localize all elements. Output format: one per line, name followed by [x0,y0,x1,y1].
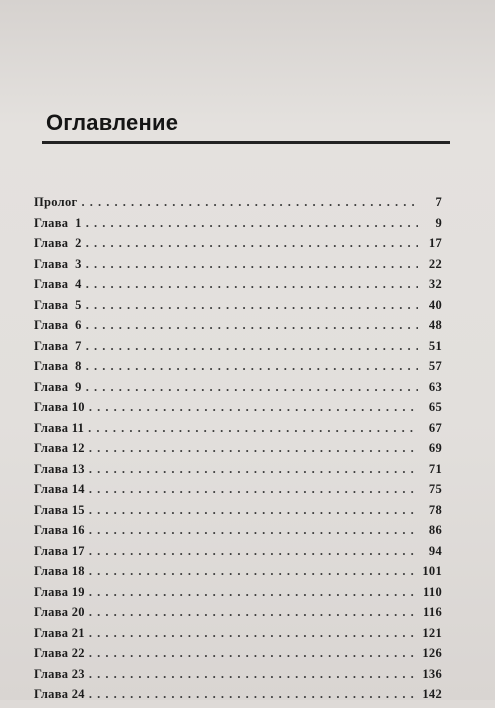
toc-entry [34,482,442,503]
toc-entry-label: Глава 15 [34,502,85,517]
toc-entry [34,195,442,216]
toc-entry [34,441,442,462]
dot-leader [89,523,418,538]
toc-entry [34,605,442,626]
toc-entry-page-number: 142 [422,687,442,701]
toc-entry [34,462,442,483]
dot-leader [82,195,419,210]
dot-leader [88,421,418,436]
toc-entry-label: Глава 10 [34,400,85,414]
title-underline [42,141,450,144]
toc-entry-label: Глава 22 [34,646,85,660]
toc-entry-page-number: 57 [428,359,442,373]
toc-entry-label: Глава 11 [34,420,85,435]
toc-entry [34,687,442,708]
toc-entry-page-number: 86 [428,523,442,537]
toc-entry-page-number: 126 [422,646,442,660]
dot-leader [86,257,418,272]
toc-entry-label: Глава 7 [34,338,82,353]
dot-leader [89,400,418,415]
toc-entry-page-number: 78 [428,502,442,517]
toc-entry-label: Глава 1 [34,215,82,230]
dot-leader [86,380,418,395]
toc-entry-page-number: 136 [422,666,442,681]
dot-leader [86,359,418,374]
toc-entry [34,277,442,298]
toc-entry-label: Глава 4 [34,277,82,291]
dot-leader [89,482,418,497]
dot-leader [89,667,418,682]
toc-entry-page-number: 121 [422,625,442,640]
toc-entry-label: Глава 17 [34,543,85,558]
toc-entry-page-number: 32 [428,277,442,291]
toc-entry-page-number: 40 [428,297,442,312]
dot-leader [89,503,418,518]
toc-entry-page-number: 9 [435,215,442,230]
toc-entry [34,646,442,667]
toc-entry-page-number: 110 [423,584,442,599]
toc-entry-page-number: 63 [428,379,442,394]
toc-entry-page-number: 94 [428,543,442,558]
toc-entry [34,585,442,606]
dot-leader [89,626,418,641]
toc-entry-page-number: 48 [428,318,442,332]
toc-entry-label: Глава 6 [34,318,82,332]
toc-entry-page-number: 7 [435,195,442,209]
dot-leader [86,318,418,333]
dot-leader [86,236,418,251]
toc-entry-label: Глава 24 [34,687,85,701]
toc-entry-label: Глава 9 [34,379,82,394]
toc-entry-label: Глава 23 [34,666,85,681]
dot-leader [89,462,418,477]
toc-entry [34,421,442,442]
toc-entry [34,503,442,524]
toc-entry-page-number: 22 [428,256,442,271]
toc-entry-label: Глава 19 [34,584,85,599]
toc-entry-label: Глава 2 [34,236,82,250]
toc-entry [34,257,442,278]
toc-entry-page-number: 71 [428,461,442,476]
toc-entry-page-number: 17 [428,236,442,250]
toc-entry-page-number: 69 [428,441,442,455]
dot-leader [86,339,418,354]
toc-entry [34,626,442,647]
toc-entry-label: Глава 14 [34,482,85,496]
toc-entry [34,667,442,688]
toc-entry [34,380,442,401]
toc-entry-label: Глава 21 [34,625,85,640]
toc-entry [34,523,442,544]
dot-leader [89,585,418,600]
toc-title: Оглавление [46,110,179,135]
toc-header [42,110,462,144]
toc-entry-label: Глава 18 [34,564,85,578]
toc-entry [34,216,442,237]
toc-entry [34,359,442,380]
toc-entry [34,400,442,421]
toc-entry [34,339,442,360]
dot-leader [89,564,418,579]
toc-entry-label: Глава 5 [34,297,82,312]
toc-entry [34,318,442,339]
toc-entry-page-number: 75 [428,482,442,496]
dot-leader [89,441,418,456]
dot-leader [89,544,418,559]
dot-leader [86,298,418,313]
dot-leader [86,216,418,231]
toc-entry [34,544,442,565]
dot-leader [86,277,418,292]
toc-entry-label: Глава 3 [34,256,82,271]
toc-entry [34,298,442,319]
toc-list [34,195,442,708]
toc-entry-page-number: 51 [428,338,442,353]
toc-entry-page-number: 116 [423,605,442,619]
toc-entry-label: Пролог [34,195,78,209]
toc-entry-label: Глава 8 [34,359,82,373]
toc-entry [34,564,442,585]
dot-leader [89,605,418,620]
toc-entry-page-number: 67 [428,420,442,435]
dot-leader [89,646,418,661]
toc-entry-page-number: 65 [428,400,442,414]
toc-entry-label: Глава 12 [34,441,85,455]
toc-entry-label: Глава 20 [34,605,85,619]
toc-entry-page-number: 101 [422,564,442,578]
toc-entry [34,236,442,257]
toc-entry-label: Глава 16 [34,523,85,537]
toc-entry-label: Глава 13 [34,461,85,476]
